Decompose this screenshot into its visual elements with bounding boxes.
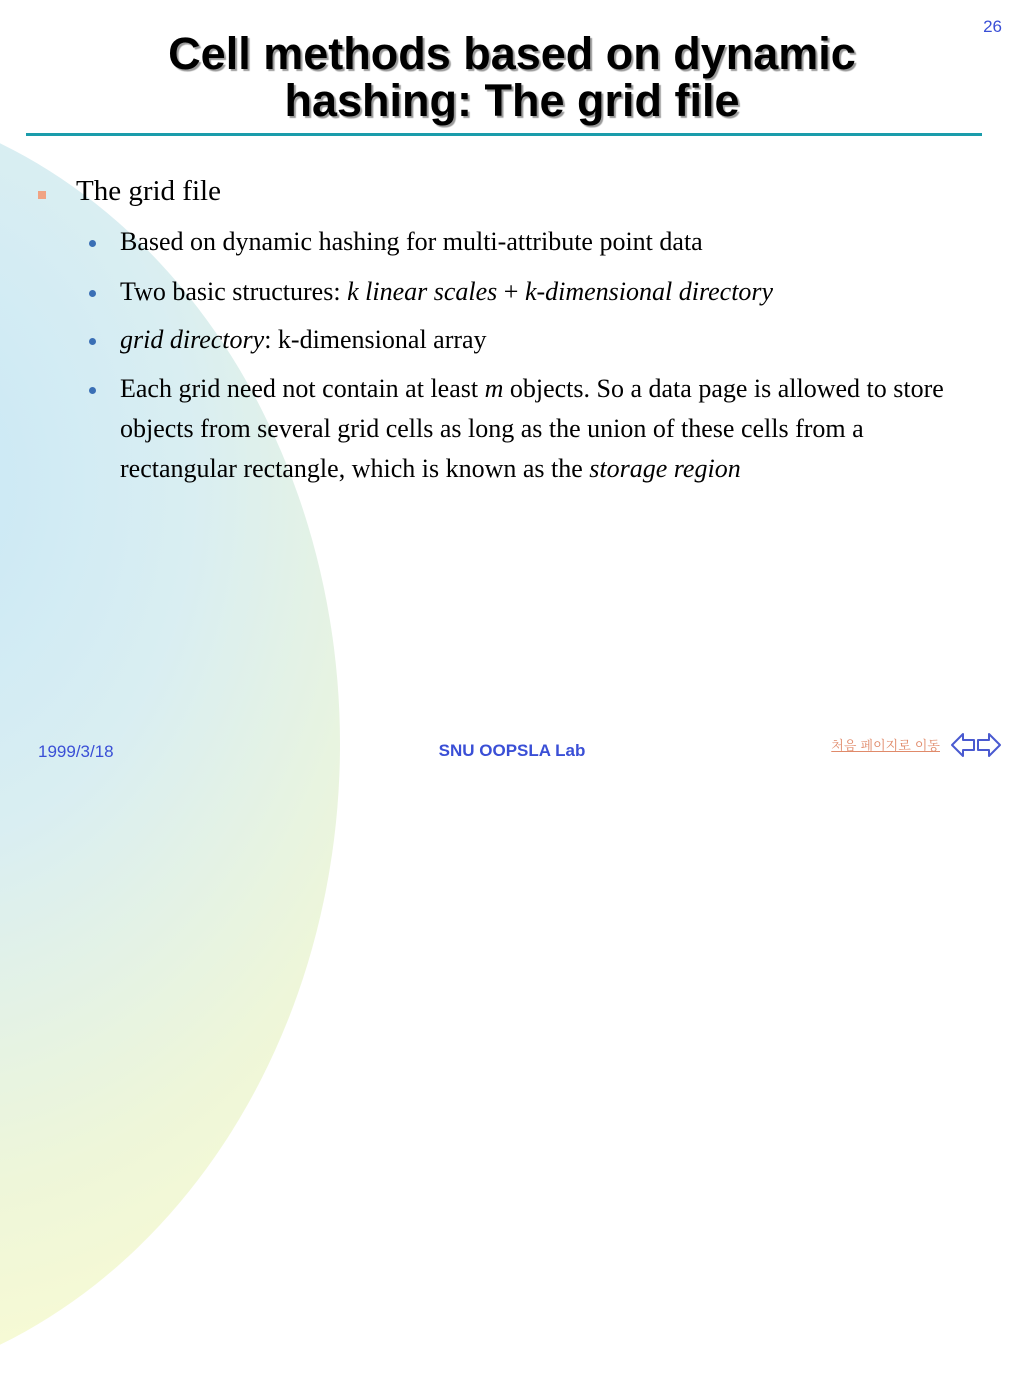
bullet-text-segment: storage region — [589, 454, 741, 483]
first-page-link[interactable]: 처음 페이지로 이동 — [831, 739, 940, 754]
bullet-text-segment: grid directory — [120, 325, 265, 354]
slide-title-line-1: Cell methods based on dynamic — [168, 28, 856, 79]
bullet-text-segment: Based on dynamic hashing for multi-attribute point data — [120, 227, 703, 256]
arrow-right-icon[interactable] — [976, 730, 1002, 760]
title-divider — [26, 133, 982, 136]
round-bullet-icon — [89, 387, 96, 394]
footer-lab-name: SNU OOPSLA Lab — [438, 741, 586, 760]
bullet-text-segment: + — [497, 277, 525, 306]
bullet-item — [120, 320, 990, 360]
bullet-text-segment: k-dimensional directory — [524, 277, 774, 306]
round-bullet-icon — [89, 338, 96, 345]
round-bullet-icon — [89, 240, 96, 247]
bullet-item — [120, 369, 980, 489]
footer-date: 1999/3/18 — [38, 742, 114, 761]
slide-navigation — [950, 730, 1002, 760]
bullet-text-segment: Each grid need not contain at least — [120, 374, 485, 403]
bullet-text-segment: : k-dimensional array — [264, 325, 487, 354]
arrow-left-icon[interactable] — [950, 730, 976, 760]
bullet-item — [120, 222, 990, 262]
square-bullet-icon — [38, 191, 46, 199]
bullet-text-segment: m — [484, 374, 504, 403]
slide-title-line-2: hashing: The grid file — [284, 75, 740, 126]
slide-title — [40, 30, 984, 124]
bullet-item — [120, 272, 990, 312]
bullet-text-segment: Two basic structures: — [120, 277, 348, 306]
round-bullet-icon — [89, 290, 96, 297]
slide-number: 26 — [983, 17, 1002, 36]
bullet-text-segment: k linear scales — [347, 277, 498, 306]
heading-grid-file: The grid file — [76, 175, 221, 207]
bullet-text-segment: objects. So a data page is allowed to store objects from several grid cells as long as the union of these cells from a rectangular rectangle, which is known as the — [120, 374, 944, 483]
